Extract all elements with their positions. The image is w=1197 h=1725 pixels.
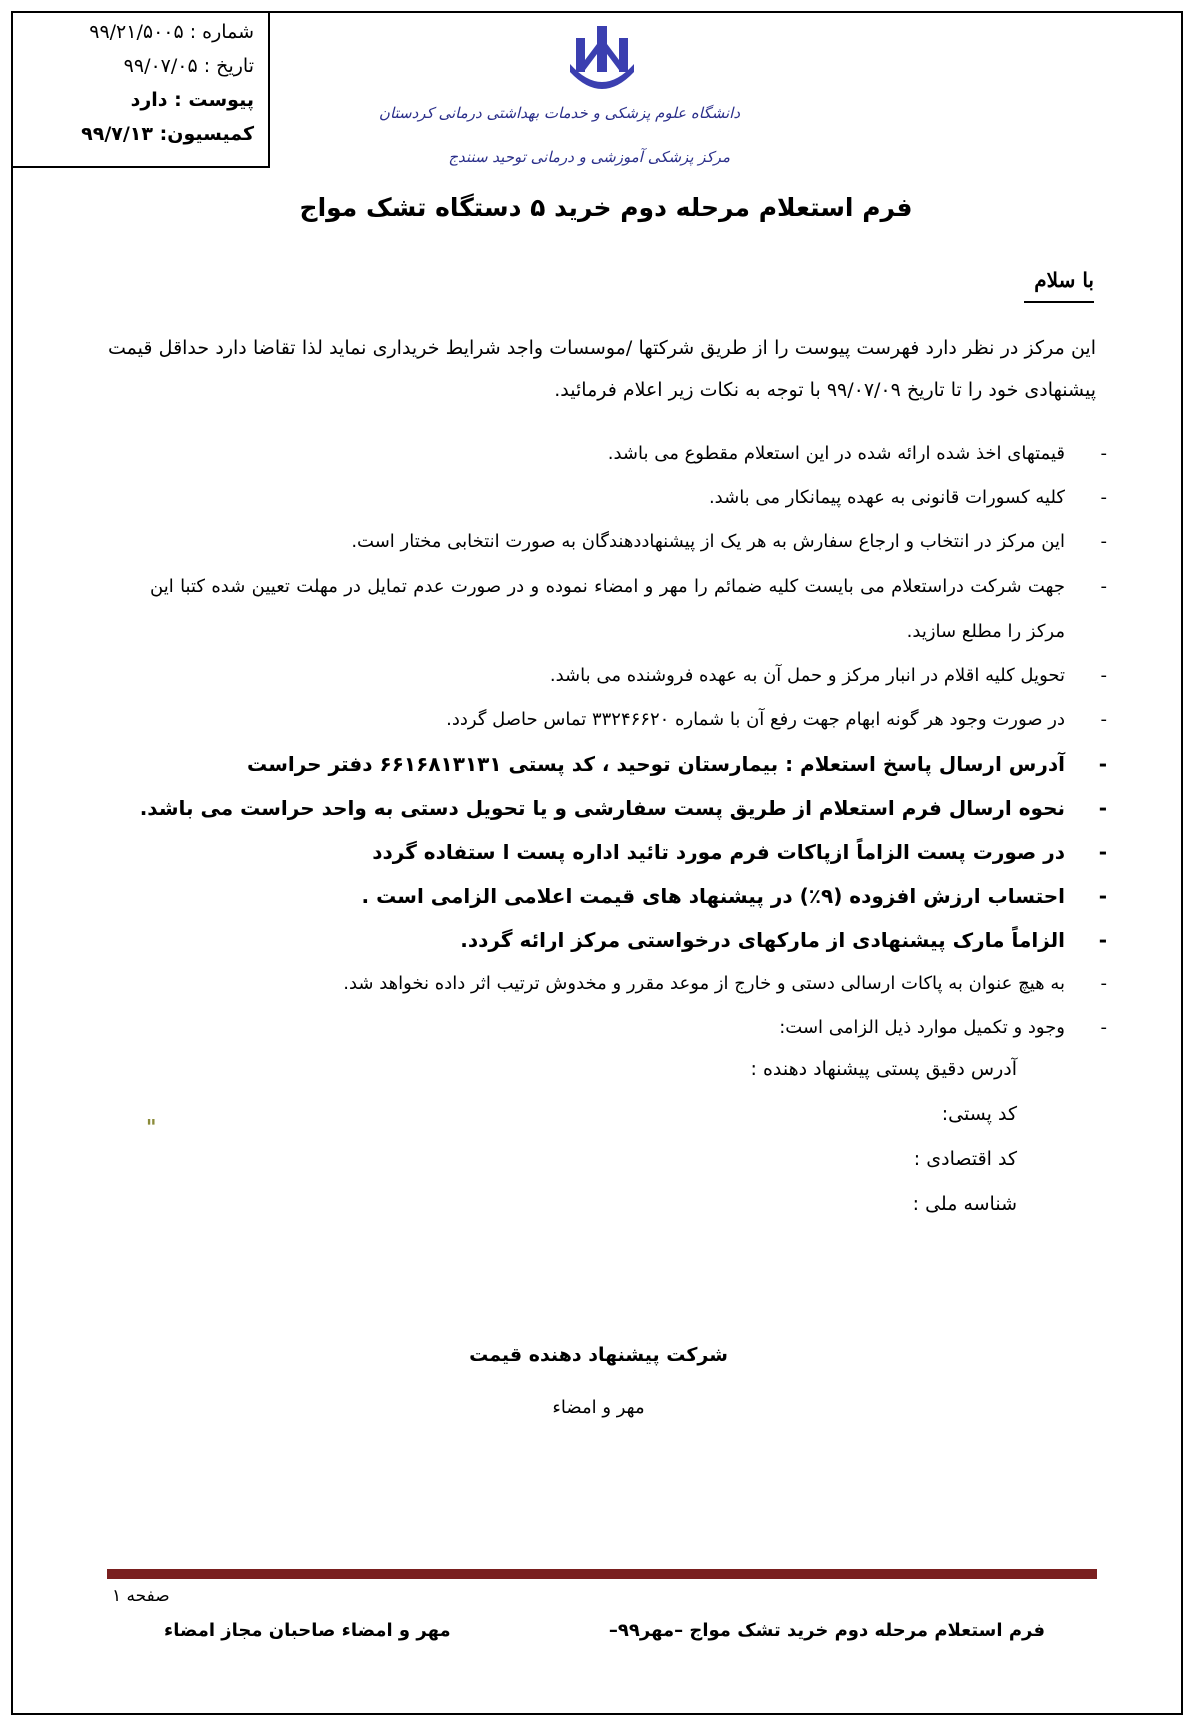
- list-item: - این مرکز در انتخاب و ارجاع سفارش به هر یک از پیشنهاددهندگان به صورت انتخابی مختار است.: [351, 531, 1107, 552]
- postal-address-field: آدرس دقیق پستی پیشنهاد دهنده :: [750, 1058, 1017, 1080]
- letter-date: تاریخ : ۹۹/۰۷/۰۵: [123, 55, 254, 77]
- postal-code-field: کد پستی:: [941, 1103, 1017, 1125]
- page-title: فرم استعلام مرحله دوم خرید ۵ دستگاه تشک مواج: [299, 193, 913, 222]
- attachment-status: پیوست : دارد: [130, 89, 254, 111]
- national-id-field: شناسه ملی :: [912, 1193, 1017, 1215]
- bidder-company-label: شرکت پیشنهاد دهنده قیمت: [469, 1344, 728, 1366]
- list-item: - آدرس ارسال پاسخ استعلام : بیمارستان توحید ، کد پستی ۶۶۱۶۸۱۳۱۳۱ دفتر حراست: [247, 752, 1107, 776]
- university-logo: [566, 24, 638, 92]
- list-item: - در صورت وجود هر گونه ابهام جهت رفع آن با شماره ۳۳۲۴۶۶۲۰ تماس حاصل گردد.: [446, 709, 1107, 730]
- letter-number: شماره : ۹۹/۲۱/۵۰۰۵: [89, 21, 254, 43]
- commission-date: کمیسیون: ۹۹/۷/۱۳: [81, 123, 254, 145]
- footer-signature-label: مهر و امضاء صاحبان مجاز امضاء: [164, 1620, 451, 1641]
- page-number: صفحه ۱: [112, 1586, 170, 1606]
- intro-paragraph: این مرکز در نظر دارد فهرست پیوست را از طریق شرکتها /موسسات واجد شرایط خریداری نماید لذا تقاضا دارد حداقل قیمت پیشنهادی خود را تا تاریخ ۹۹/۰۷/۰۹ با توجه به نکات زیر اعلام فرمائید.: [108, 337, 1096, 401]
- document-info-box: [11, 11, 270, 168]
- list-item: - کلیه کسورات قانونی به عهده پیمانکار می باشد.: [708, 487, 1107, 508]
- margin-mark: ": [146, 1115, 157, 1139]
- conditions-list: [85, 432, 1107, 1050]
- list-item: - وجود و تکمیل موارد ذیل الزامی است:: [779, 1017, 1107, 1038]
- list-item: - به هیچ عنوان به پاکات ارسالی دستی و خارج از موعد مقرر و مخدوش ترتیب اثر داده نخواهد شد.: [343, 973, 1107, 994]
- list-item: - احتساب ارزش افزوده (۹٪) در پیشنهاد های قیمت اعلامی الزامی است .: [361, 884, 1107, 908]
- university-name: دانشگاه علوم پزشکی و خدمات بهداشتی درمانی کردستان: [378, 104, 740, 122]
- list-item: - در صورت پست الزاماً ازپاکات فرم مورد تائید اداره پست ا ستفاده گردد: [372, 840, 1107, 864]
- footer-form-title: فرم استعلام مرحله دوم خرید تشک مواج –مهر۹۹–: [608, 1620, 1045, 1641]
- footer-divider: [107, 1569, 1097, 1579]
- medical-center-name: مرکز پزشکی آموزشی و درمانی توحید سنندج: [448, 148, 730, 166]
- list-item: - جهت شرکت دراستعلام می بایست کلیه ضمائم را مهر و امضاء نموده و در صورت عدم تمایل در مهلت تعیین شده کتبا این مرکز را مطلع سازید.: [150, 576, 1107, 642]
- list-item: - تحویل کلیه اقلام در انبار مرکز و حمل آن به عهده فروشنده می باشد.: [549, 665, 1107, 686]
- stamp-signature-label: مهر و امضاء: [552, 1397, 645, 1418]
- greeting: با سلام: [1024, 268, 1094, 303]
- list-item: - الزاماً مارک پیشنهادی از مارکهای درخواستی مرکز ارائه گردد.: [460, 928, 1107, 952]
- list-item: - نحوه ارسال فرم استعلام از طریق پست سفارشی و یا تحویل دستی به واحد حراست می باشد.: [139, 796, 1107, 820]
- list-item: - قیمتهای اخذ شده ارائه شده در این استعلام مقطوع می باشد.: [607, 443, 1107, 464]
- economic-code-field: کد اقتصادی :: [913, 1148, 1017, 1170]
